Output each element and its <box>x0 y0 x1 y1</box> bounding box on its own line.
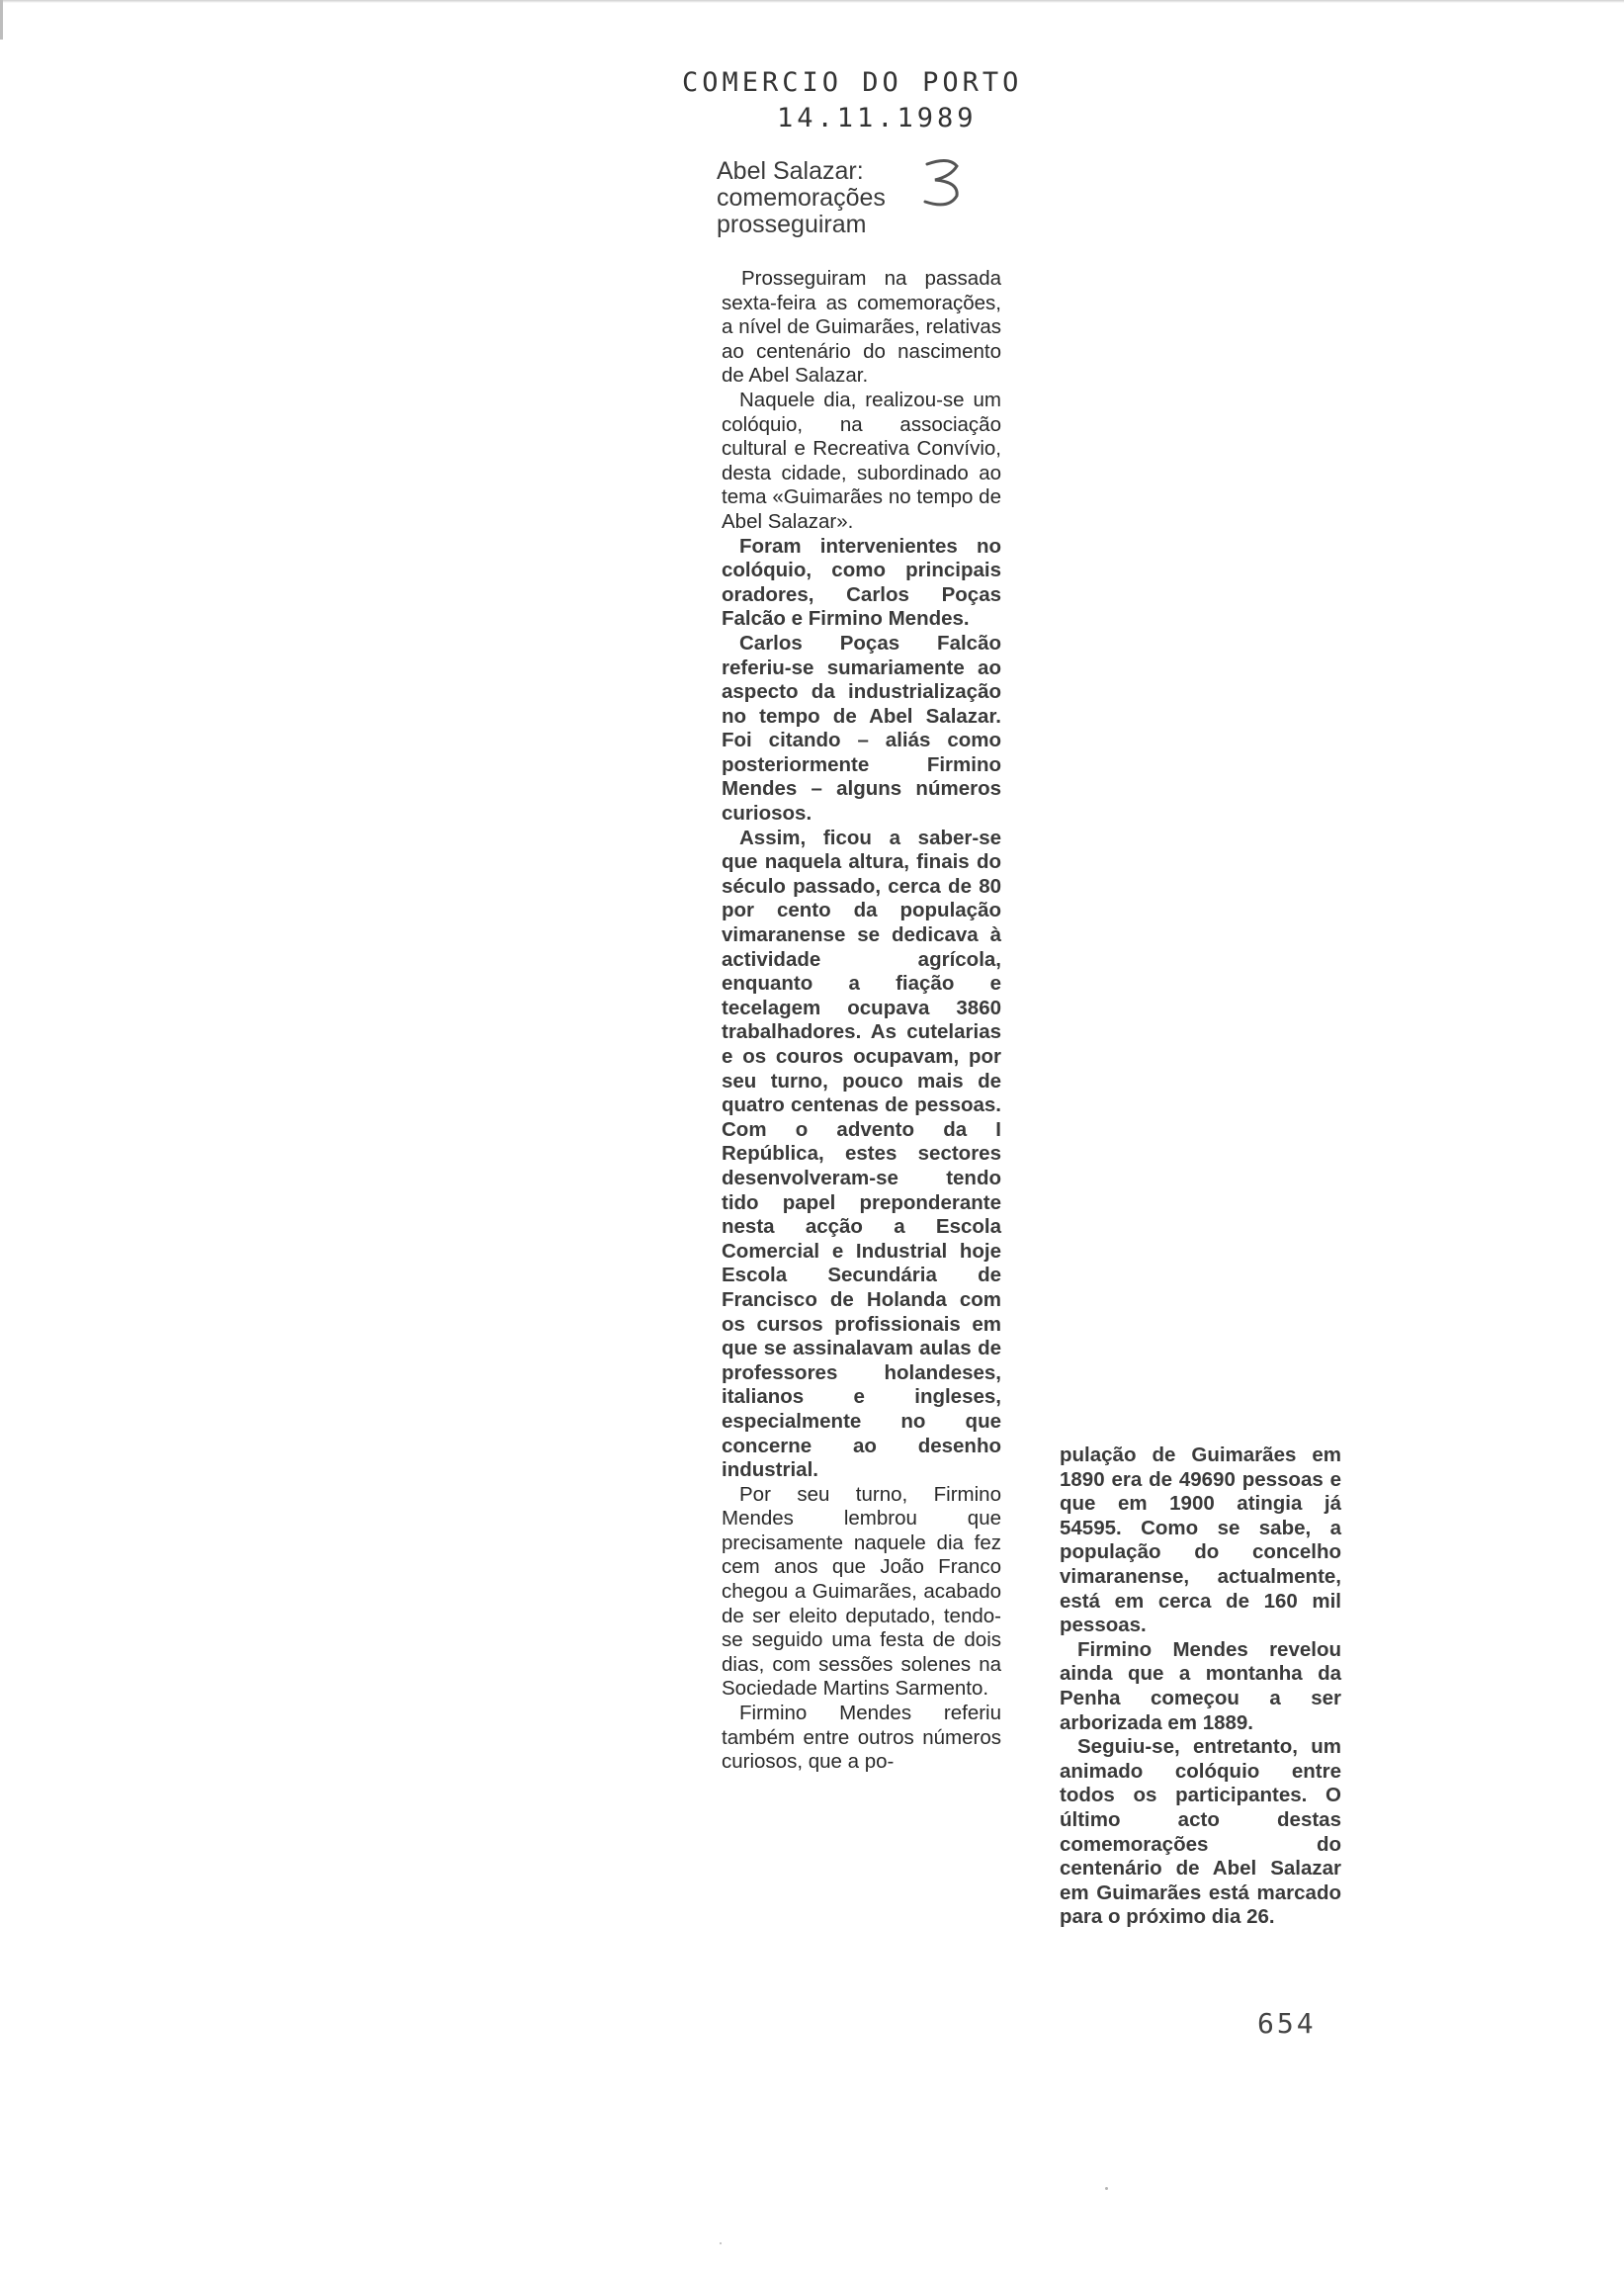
newspaper-name: COMERCIO DO PORTO <box>682 67 1023 98</box>
scan-speck <box>720 2242 722 2244</box>
scan-edge-left <box>0 0 3 40</box>
page-number: 654 <box>1257 2007 1317 2040</box>
paragraph: Assim, ficou a saber-se que naquela altura, finais do século passado, cerca de 80 por cento da população vimaranense se dedicava à actividade agrícola, enquanto a fiação e tecelagem ocupava 3860 trabalhadores. As cutelarias e os couros ocupavam, por seu turno, pouco mais de quatro centenas de pessoas. Com o advento da I República, estes sectores desenvolveram-se tendo tido papel preponderante nesta acção a Escola Comercial e Industrial hoje Escola Secundária de Francisco de Holanda com os cursos profissionais em que se assinalavam aulas de professores holandeses, italianos e ingleses, especialmente no que concerne ao desenho industrial. <box>722 826 1001 1482</box>
scan-speck <box>1105 2187 1108 2190</box>
paragraph: Carlos Poças Falcão referiu-se sumariamente ao aspecto da industrialização no tempo de Abel Salazar. Foi citando – aliás como posteriormente Firmino Mendes – alguns números curiosos. <box>722 631 1001 826</box>
handwritten-number-mark <box>919 154 969 214</box>
paragraph: Prosseguiram na passada sexta-feira as comemorações, a nível de Guimarães, relativas ao centenário do nascimento de Abel Salazar. <box>722 267 1001 388</box>
paragraph: Seguiu-se, entretanto, um animado colóquio entre todos os participantes. O último acto destas comemorações do centenário de Abel Salazar em Guimarães está marcado para o próximo dia 26. <box>1060 1735 1341 1929</box>
headline-line: comemorações <box>717 184 886 212</box>
article-column-right <box>1060 1443 1341 1930</box>
publication-date: 14.11.1989 <box>777 103 978 133</box>
paragraph: Foram intervenientes no colóquio, como principais oradores, Carlos Poças Falcão e Firmino Mendes. <box>722 534 1001 631</box>
article-column-left <box>722 267 1001 1775</box>
paragraph: Firmino Mendes referiu também entre outros números curiosos, que a po- <box>722 1702 1001 1774</box>
paragraph: pulação de Guimarães em 1890 era de 49690 pessoas e que em 1900 atingia já 54595. Como se sabe, a população do concelho vimaranense, actualmente, está em cerca de 160 mil pessoas. <box>1060 1443 1341 1637</box>
headline-line: Abel Salazar: <box>717 157 864 185</box>
newspaper-masthead <box>682 65 1038 136</box>
paragraph: Por seu turno, Firmino Mendes lembrou que precisamente naquele dia fez cem anos que João Franco chegou a Guimarães, acabado de ser eleito deputado, tendo-se seguido uma festa de dois dias, com sessões solenes na Sociedade Martins Sarmento. <box>722 1482 1001 1701</box>
paragraph: Firmino Mendes revelou ainda que a montanha da Penha começou a ser arborizada em 1889. <box>1060 1637 1341 1734</box>
headline-line: prosseguiram <box>717 211 867 238</box>
scan-edge-top <box>0 0 1624 3</box>
paragraph: Naquele dia, realizou-se um colóquio, na associação cultural e Recreativa Convívio, desta cidade, subordinado ao tema «Guimarães no tempo de Abel Salazar». <box>722 388 1001 533</box>
